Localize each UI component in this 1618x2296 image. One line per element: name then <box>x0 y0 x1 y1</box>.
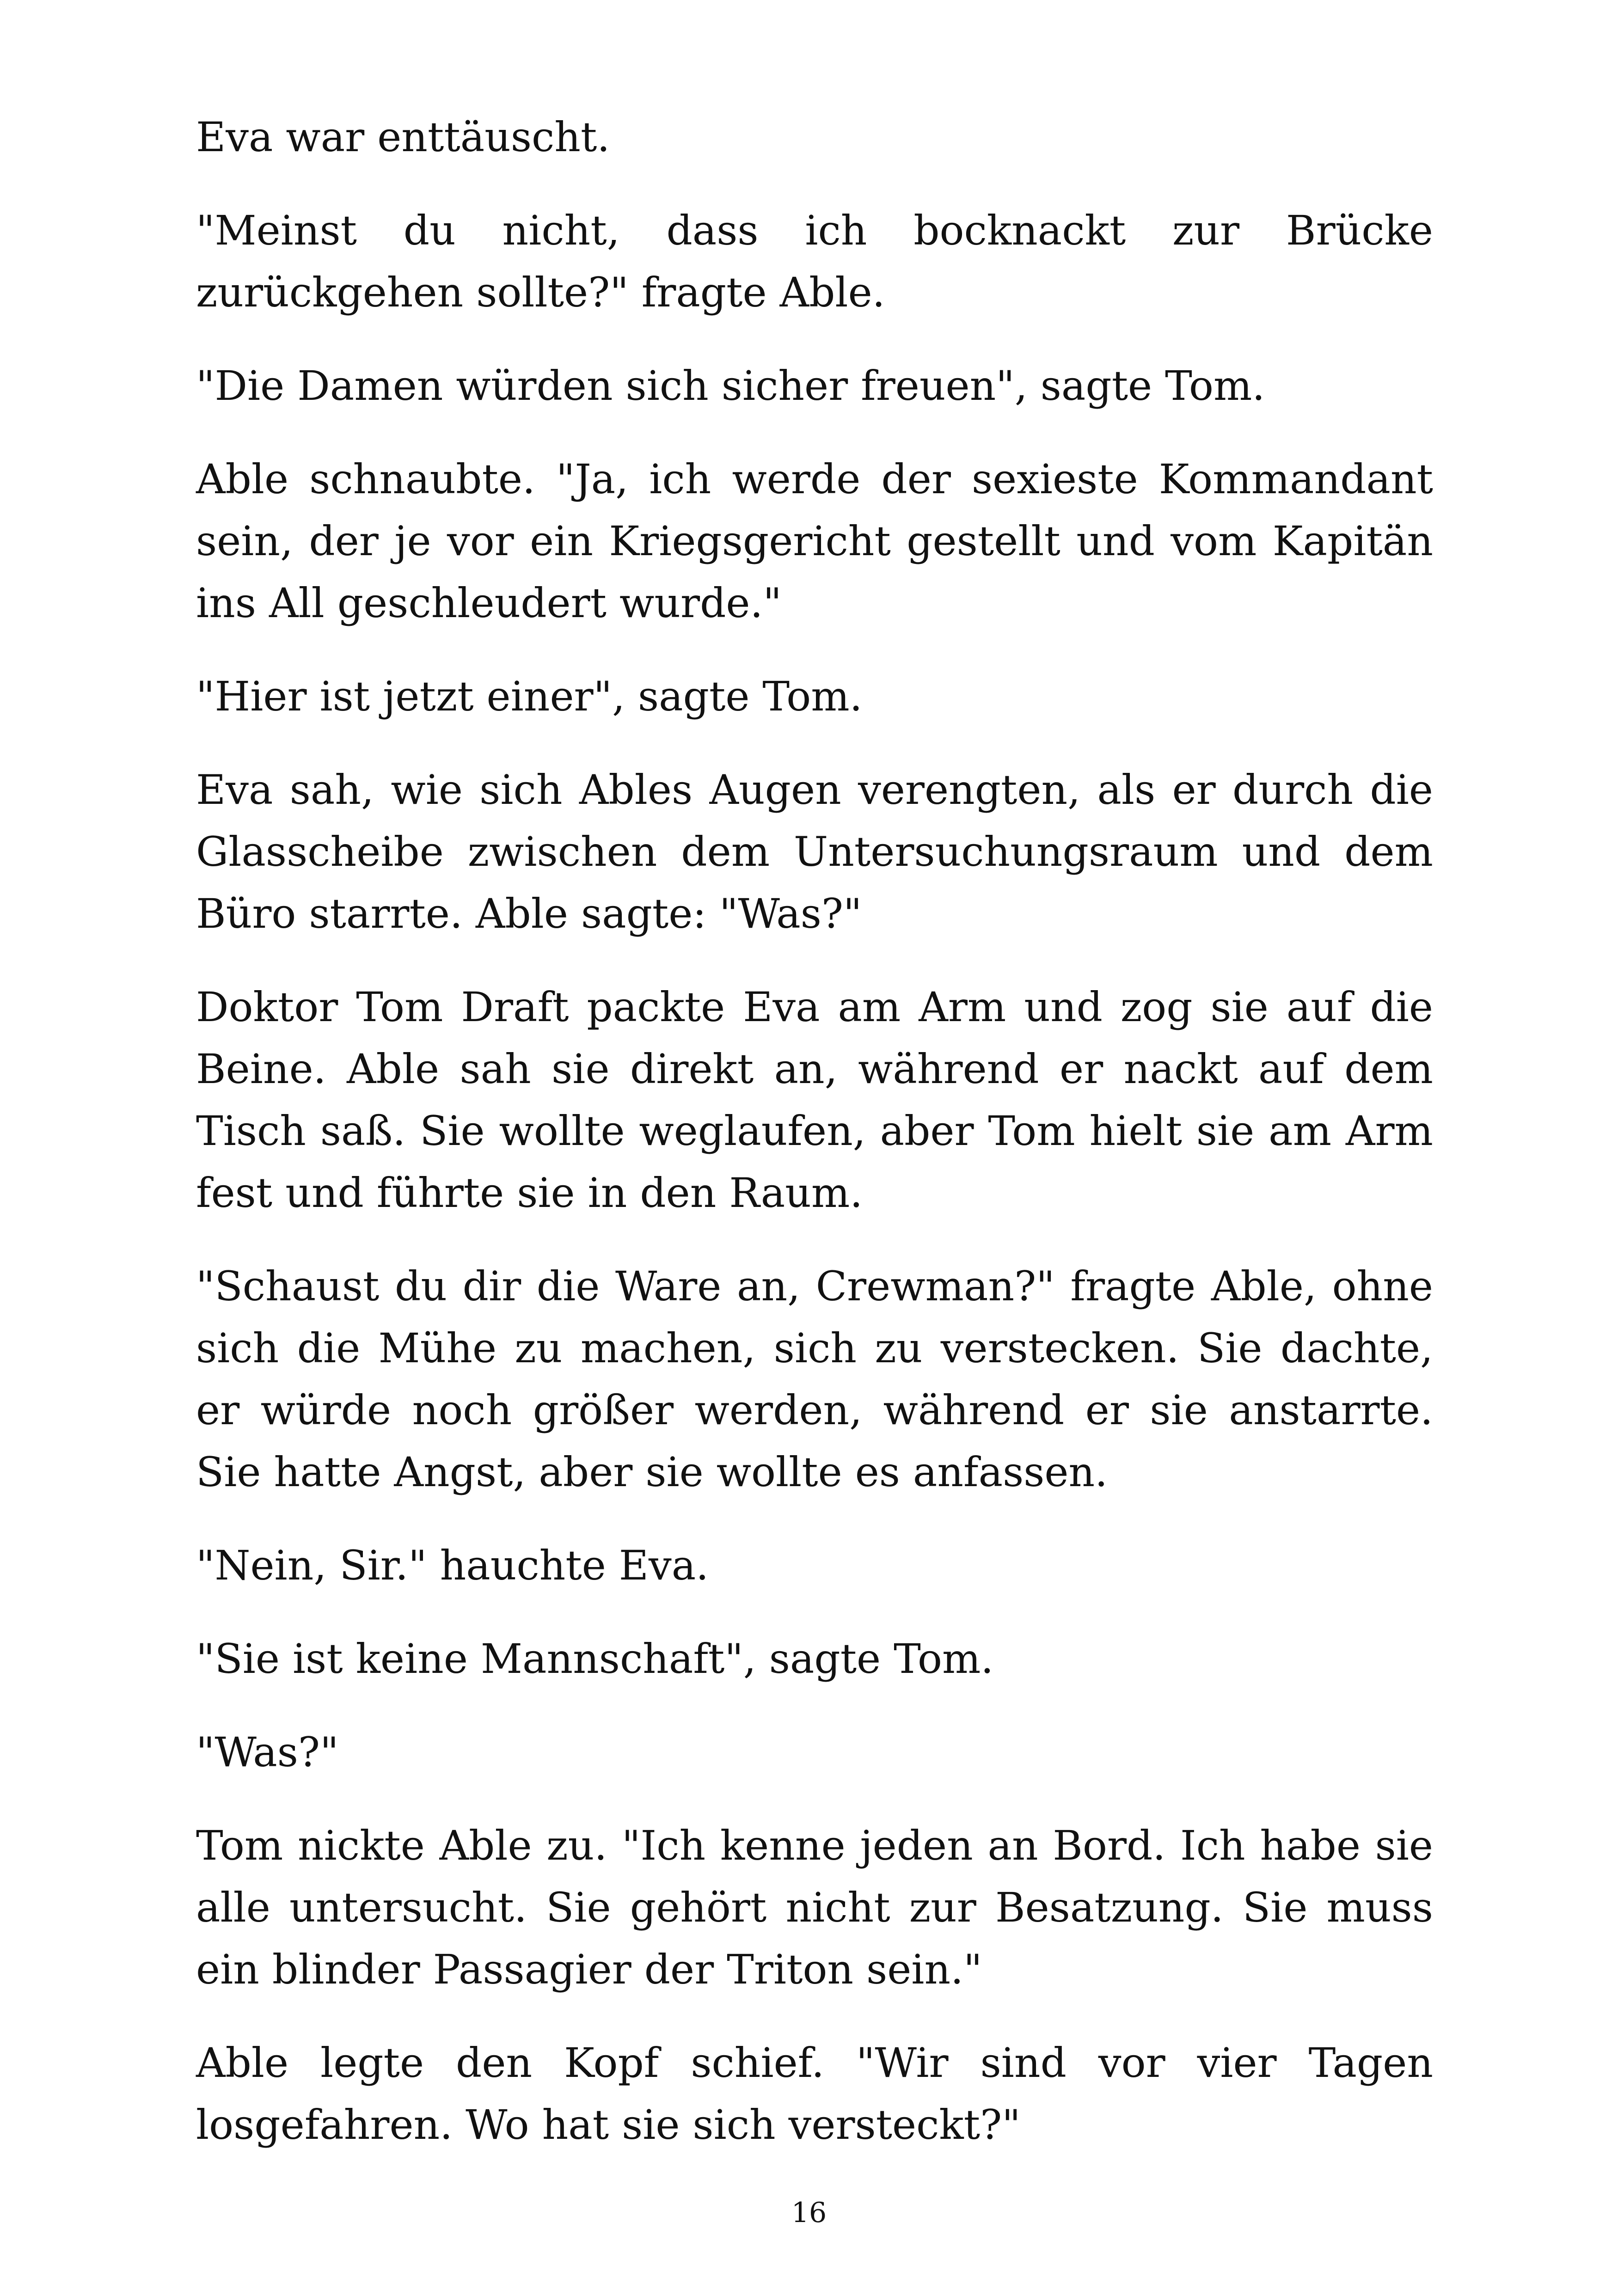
paragraph: Eva war enttäuscht. <box>196 113 610 161</box>
page-number: 16 <box>791 2197 827 2229</box>
paragraph: "Was?" <box>196 1728 339 1776</box>
paragraph: "Meinst du nicht, dass ich bocknackt zur Brücke zurückgehen sollte?" fragte Able. <box>196 207 1433 316</box>
paragraph: "Schaust du dir die Ware an, Crewman?" fragte Able, ohne sich die Mühe zu machen, sich zu verstecken. Sie dachte, er würde noch größer werden, während er sie anstarrte. Sie hatte Angst, aber sie wollte es anfassen. <box>196 1262 1433 1496</box>
paragraph: "Nein, Sir." hauchte Eva. <box>196 1542 709 1589</box>
paragraph: Doktor Tom Draft packte Eva am Arm und zog sie auf die Beine. Able sah sie direkt an, während er nackt auf dem Tisch saß. Sie wollte weglaufen, aber Tom hielt sie am Arm fest und führte sie in den Raum. <box>196 983 1433 1217</box>
paragraph: Tom nickte Able zu. "Ich kenne jeden an Bord. Ich habe sie alle untersucht. Sie gehört nicht zur Besatzung. Sie muss ein blinder Passagier der Triton sein." <box>196 1822 1433 1993</box>
body-text <box>196 106 1433 2187</box>
paragraph: Able schnaubte. "Ja, ich werde der sexieste Kommandant sein, der je vor ein Kriegsgericht gestellt und vom Kapitän ins All geschleudert wurde." <box>196 455 1433 627</box>
paragraph: "Sie ist keine Mannschaft", sagte Tom. <box>196 1635 994 1683</box>
paragraph: "Hier ist jetzt einer", sagte Tom. <box>196 673 863 720</box>
paragraph: Eva sah, wie sich Ables Augen verengten, als er durch die Glasscheibe zwischen dem Untersuchungsraum und dem Büro starrte. Able sagte: "Was?" <box>196 766 1433 937</box>
paragraph: Able legte den Kopf schief. "Wir sind vor vier Tagen losgefahren. Wo hat sie sich versteckt?" <box>196 2039 1433 2149</box>
paragraph: "Die Damen würden sich sicher freuen", sagte Tom. <box>196 362 1265 410</box>
